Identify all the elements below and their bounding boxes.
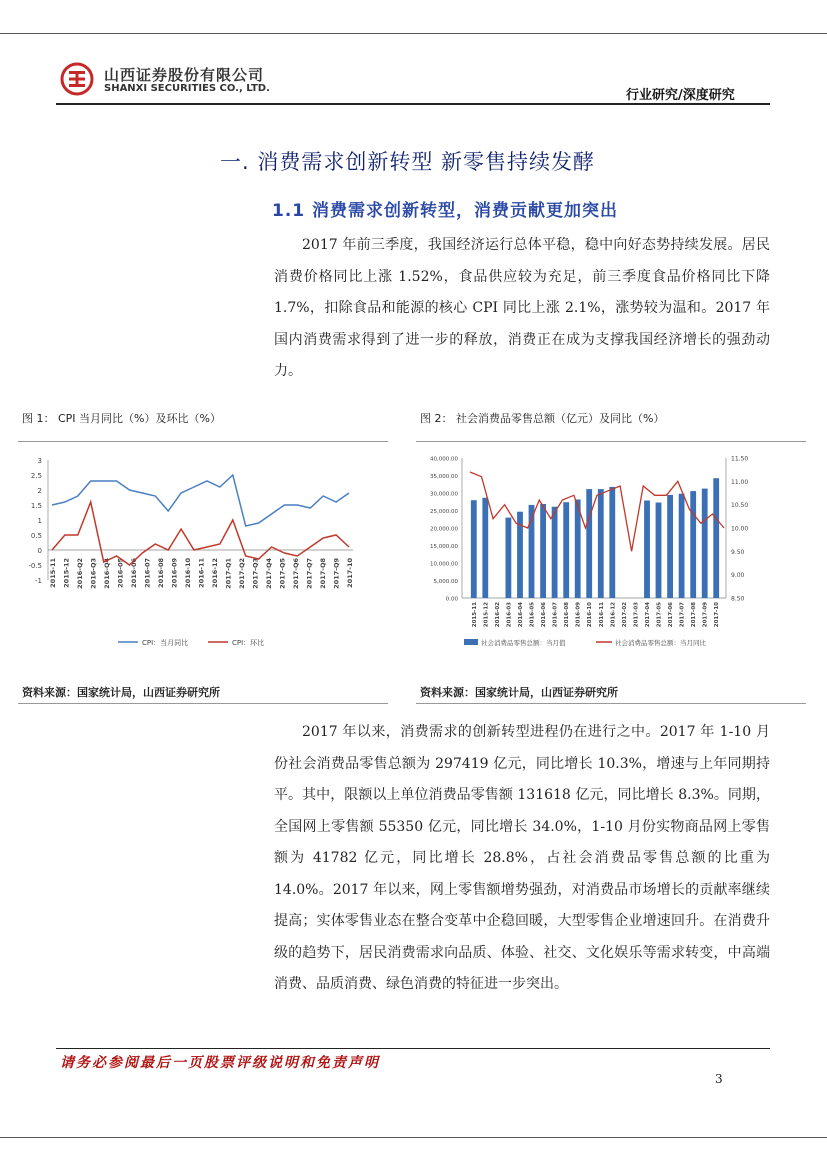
- header-rule: [56, 103, 770, 105]
- x-tick-label: 2016-11: [598, 602, 605, 628]
- y-left-tick-label: 35,000.00: [430, 474, 458, 480]
- y-left-tick-label: 15,000.00: [430, 544, 458, 550]
- section-subtitle: 1.1 消费需求创新转型，消费贡献更加突出: [272, 201, 619, 221]
- x-tick-label: 2017-Q9: [332, 558, 341, 589]
- y-left-tick-label: 40,000.00: [430, 456, 458, 463]
- x-tick-label: 2016-12: [211, 558, 219, 588]
- legend-label-cpi-yoy: CPI：当月同比: [142, 639, 189, 647]
- y-tick-label: 2: [37, 487, 42, 495]
- x-tick-label: 2016-04: [517, 602, 524, 628]
- y-right-tick-label: 10.00: [731, 525, 749, 533]
- legend-label-cpi-mom: CPI：环比: [232, 639, 265, 647]
- y-tick-label: 0: [37, 547, 42, 555]
- retail-bar: [598, 489, 604, 598]
- x-tick-label: 2017-07: [679, 602, 686, 628]
- x-tick-label: 2016-09: [170, 558, 179, 588]
- retail-bar: [679, 494, 685, 598]
- retail-bar: [713, 478, 719, 598]
- y-left-tick-label: 25,000.00: [430, 509, 458, 515]
- y-tick-label: 0.5: [30, 532, 42, 540]
- x-tick-label: 2017-02: [621, 602, 628, 628]
- retail-bar: [540, 504, 546, 598]
- x-tick-label: 2017-Q1: [224, 558, 233, 589]
- y-tick-label: 3: [37, 457, 42, 465]
- retail-sales-chart: [416, 450, 806, 665]
- cpi-yoy-line: [52, 475, 349, 526]
- company-name-en: SHANXI SECURITIES CO., LTD.: [104, 83, 270, 94]
- x-tick-label: 2016-07: [143, 558, 152, 588]
- bottom-rule: [0, 1137, 827, 1138]
- x-tick-label: 2016-06: [541, 602, 548, 628]
- x-tick-label: 2016-12: [610, 602, 617, 628]
- x-tick-label: 2016-08: [157, 558, 165, 588]
- x-tick-label: 2016-05: [529, 602, 536, 628]
- cpi-chart: [18, 450, 388, 665]
- x-tick-label: 2016-Q3: [89, 558, 98, 589]
- figure-1-rule: [18, 441, 388, 442]
- x-tick-label: 2015-12: [62, 558, 71, 588]
- x-tick-label: 2016-05: [116, 558, 125, 588]
- x-tick-label: 2017-Q3: [251, 558, 260, 589]
- y-right-tick-label: 11.50: [731, 455, 749, 463]
- legend-label-retail-yoy: 社会消费品零售总额：当月同比: [615, 639, 706, 647]
- company-logo-icon: [60, 62, 94, 96]
- x-tick-label: 2017-08: [691, 602, 698, 628]
- x-tick-label: 2017-04: [644, 602, 651, 628]
- retail-bar: [552, 507, 558, 598]
- y-tick-label: -0.5: [28, 562, 42, 570]
- footer-rule: [56, 1048, 770, 1049]
- retail-bar: [667, 495, 673, 598]
- y-left-tick-label: 10,000.00: [430, 561, 458, 568]
- figure-1-source: 资料来源：国家统计局，山西证券研究所: [22, 686, 220, 699]
- x-tick-label: 2017-10: [714, 602, 721, 628]
- y-tick-label: 1: [37, 517, 42, 525]
- x-tick-label: 2016-07: [552, 602, 559, 628]
- x-tick-label: 2015-11: [49, 558, 57, 588]
- retail-bar: [586, 489, 592, 598]
- department-label: 行业研究/深度研究: [626, 88, 735, 103]
- x-tick-label: 2016-11: [197, 558, 206, 588]
- retail-bar: [471, 500, 477, 598]
- x-tick-label: 2017-Q6: [292, 558, 300, 589]
- retail-bar: [702, 489, 708, 598]
- x-tick-label: 2016-10: [587, 602, 594, 628]
- y-right-tick-label: 9.00: [731, 572, 745, 580]
- x-tick-label: 2017-05: [656, 602, 663, 628]
- retail-bar: [609, 487, 615, 598]
- y-right-tick-label: 8.50: [731, 595, 745, 603]
- x-tick-label: 2016-09: [575, 602, 582, 628]
- section-title: 一. 消费需求创新转型 新零售持续发酵: [220, 150, 596, 174]
- disclaimer-link[interactable]: 请务必参阅最后一页股票评级说明和免责声明: [60, 1055, 380, 1071]
- y-tick-label: 1.5: [30, 502, 42, 510]
- retail-bar: [482, 498, 488, 598]
- x-tick-label: 2016-10: [184, 558, 192, 588]
- top-rule: [0, 33, 827, 34]
- y-left-tick-label: 5,000.00: [433, 579, 458, 585]
- page-number: 3: [715, 1072, 723, 1086]
- y-right-tick-label: 10.50: [731, 502, 749, 510]
- x-tick-label: 2015-12: [483, 602, 490, 628]
- company-name-cn: 山西证券股份有限公司: [104, 66, 265, 84]
- paragraph-2: 2017 年以来，消费需求的创新转型进程仍在进行之中。2017 年 1-10 月份社会消费品零售总额为 297419 亿元，同比增长 10.3%，增速与上年同期持平。其中，限额以上单位消费品零售额 131618 亿元，同比增长 8.3%。同期，全国网上零售额 55350 亿元，同比增长 34.0%，1-10 月份实物商品网上零售额为 41782 亿元，同比增长 28.8%，占社会消费品零售总额的比重为 14.0%。2017 年以来，网上零售额增势强劲，对消费品市场增长的贡献率继续提高；实体零售业态在整合变革中企稳回暖，大型零售企业增速回升。在消费升级的趋势下，居民消费需求向品质、体验、社交、文化娱乐等需求转变，中高端消费、品质消费、绿色消费的特征进一步突出。: [274, 724, 770, 992]
- retail-bar: [656, 503, 662, 599]
- y-left-tick-label: 20,000.00: [430, 526, 458, 533]
- x-tick-label: 2016-02: [494, 602, 501, 628]
- retail-bar: [506, 518, 512, 598]
- legend-swatch-retail-value: [464, 639, 478, 645]
- figure-2-caption: 图 2： 社会消费品零售总额（亿元）及同比（%）: [420, 412, 665, 425]
- figure-2-source-rule: [416, 703, 806, 704]
- x-tick-label: 2017-09: [702, 602, 709, 628]
- x-tick-label: 2017-Q7: [305, 558, 314, 589]
- x-tick-label: 2017-Q5: [278, 558, 287, 589]
- x-tick-label: 2017-10: [346, 558, 354, 588]
- paragraph-1: 2017 年前三季度，我国经济运行总体平稳，稳中向好态势持续发展。居民消费价格同比上涨 1.52%，食品供应较为充足，前三季度食品价格同比下降 1.7%，扣除食品和能源的核心 CPI 同比上涨 2.1%，涨势较为温和。2017 年国内消费需求得到了进一步的释放，消费正在成为支撑我国经济增长的强劲动力。: [274, 237, 770, 379]
- y-tick-label: -1: [35, 577, 42, 585]
- retail-bar: [644, 501, 650, 599]
- cpi-mom-line: [52, 502, 349, 565]
- x-tick-label: 2017-06: [668, 602, 675, 628]
- y-tick-label: 2.5: [30, 472, 42, 480]
- figure-2-source: 资料来源：国家统计局，山西证券研究所: [420, 686, 618, 699]
- x-tick-label: 2016-03: [506, 602, 513, 628]
- x-tick-label: 2016-08: [564, 602, 571, 628]
- y-right-tick-label: 11.00: [731, 478, 749, 486]
- x-tick-label: 2016-Q4: [103, 558, 111, 589]
- retail-bar: [575, 500, 581, 599]
- x-tick-label: 2017-Q2: [238, 558, 246, 589]
- y-left-tick-label: 0.00: [445, 596, 458, 603]
- x-tick-label: 2015-11: [471, 602, 478, 628]
- x-tick-label: 2016-Q2: [76, 558, 84, 589]
- x-tick-label: 2017-Q4: [265, 558, 273, 589]
- x-tick-label: 2017-Q8: [319, 558, 327, 589]
- figure-2-rule: [416, 441, 806, 442]
- retail-bar: [690, 491, 696, 598]
- figure-1-source-rule: [18, 703, 388, 704]
- retail-bar: [563, 502, 569, 598]
- y-right-tick-label: 9.50: [731, 548, 745, 556]
- x-tick-label: 2016-06: [130, 558, 138, 588]
- y-left-tick-label: 30,000.00: [430, 491, 458, 498]
- legend-label-retail-value: 社会消费品零售总额：当月值: [481, 639, 566, 647]
- figure-1-caption: 图 1： CPI 当月同比（%）及环比（%）: [22, 412, 221, 425]
- x-tick-label: 2017-03: [633, 602, 640, 628]
